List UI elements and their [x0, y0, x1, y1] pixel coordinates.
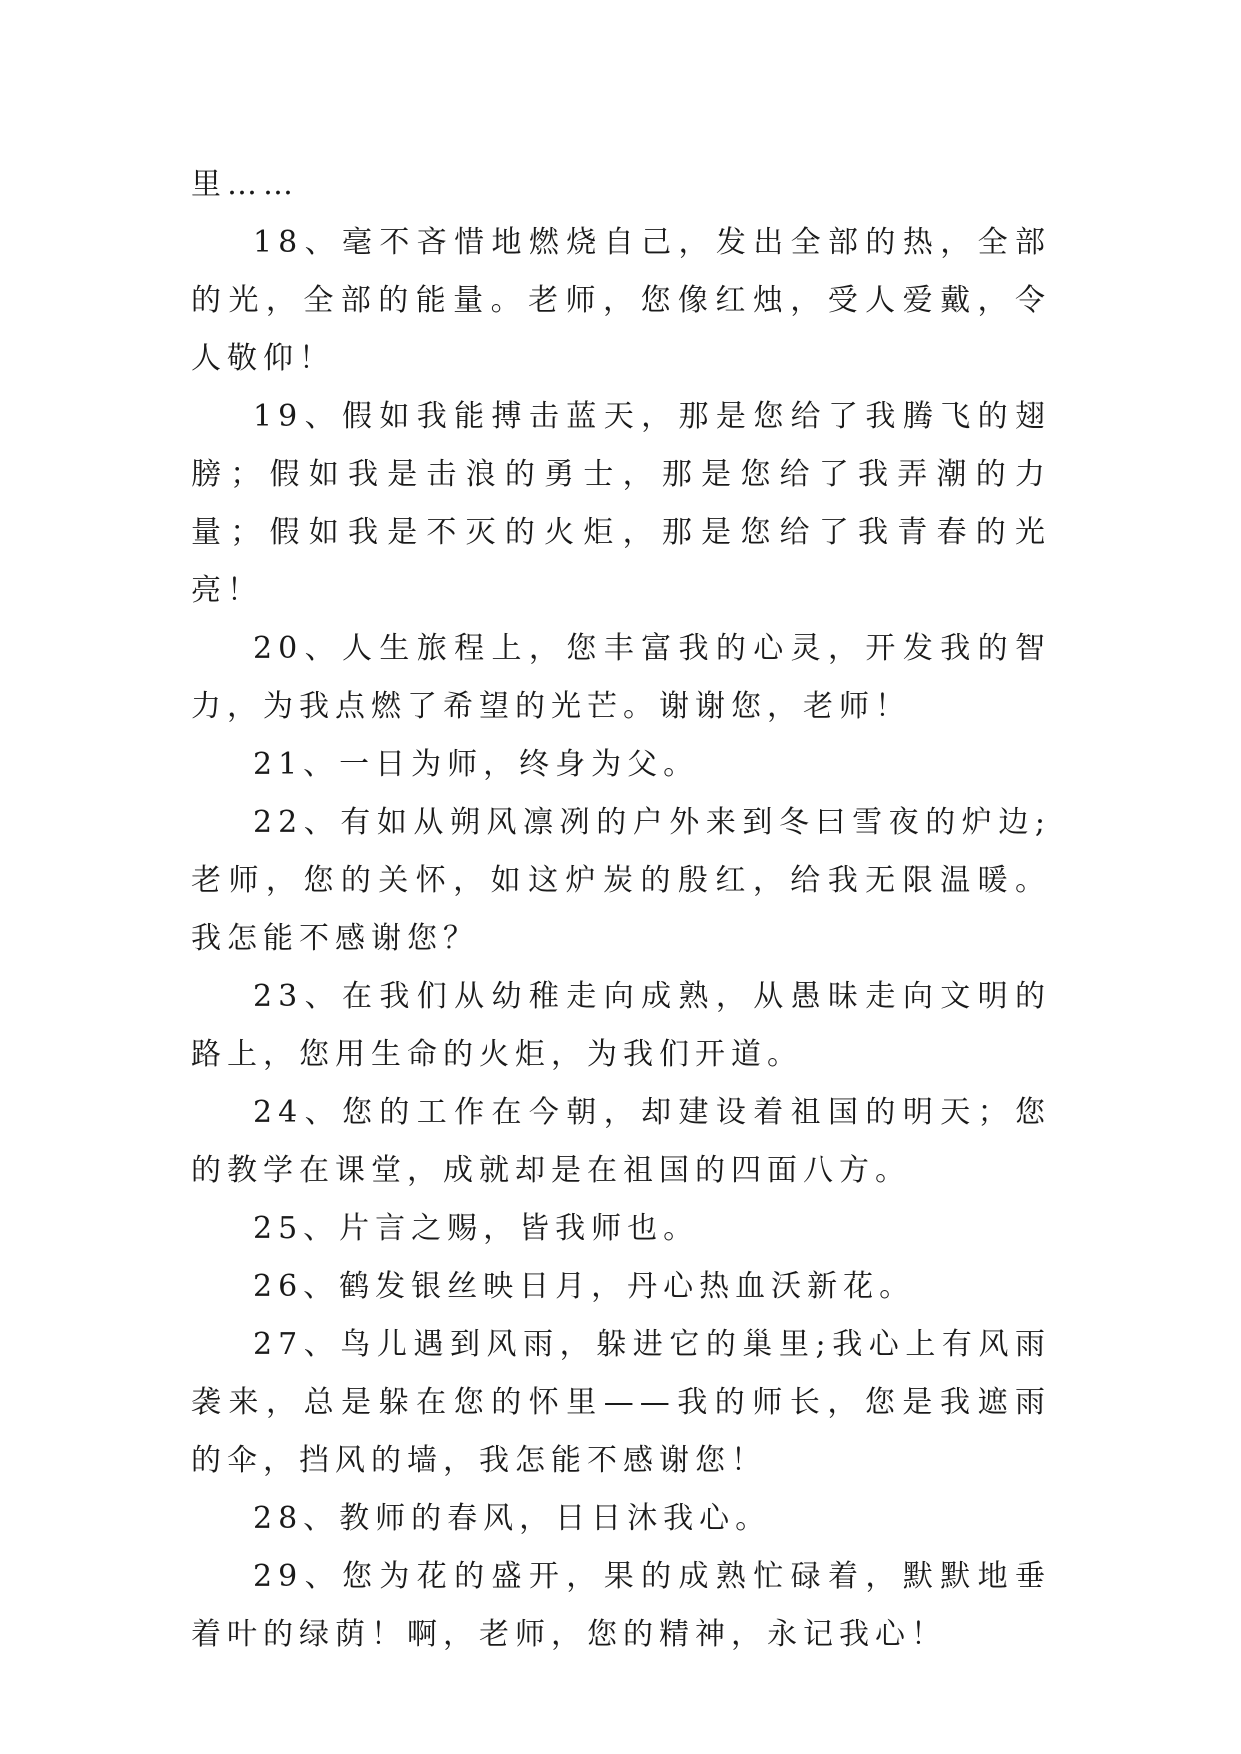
- paragraph-26: 26、鹤发银丝映日月，丹心热血沃新花。: [253, 1269, 916, 1304]
- paragraph-20: 20、人生旅程上，您丰富我的心灵，开发我的智力，为我点燃了希望的光芒。谢谢您，老师！: [191, 631, 1051, 724]
- paragraph-23: 23、在我们从幼稚走向成熟，从愚昧走向文明的路上，您用生命的火炬，为我们开道。: [191, 979, 1051, 1072]
- paragraph-19: 19、假如我能搏击蓝天，那是您给了我腾飞的翅膀；假如我是击浪的勇士，那是您给了我弄潮的力量；假如我是不灭的火炬，那是您给了我青春的光亮！: [191, 399, 1051, 608]
- paragraph-27: 27、鸟儿遇到风雨，躲进它的巢里;我心上有风雨袭来，总是躲在您的怀里——我的师长，您是我遮雨的伞，挡风的墙，我怎能不感谢您！: [191, 1327, 1051, 1478]
- paragraph-29: 29、您为花的盛开，果的成熟忙碌着，默默地垂着叶的绿荫！啊，老师，您的精神，永记我心！: [191, 1559, 1051, 1652]
- paragraph-28: 28、教师的春风，日日沐我心。: [253, 1501, 772, 1536]
- paragraph-21: 21、一日为师，终身为父。: [253, 747, 700, 782]
- paragraph-continuation: 里……: [191, 167, 299, 202]
- document-body: [191, 156, 1051, 1664]
- paragraph-22: 22、有如从朔风凛冽的户外来到冬曰雪夜的炉边;老师，您的关怀，如这炉炭的殷红，给我无限温暖。我怎能不感谢您？: [191, 805, 1051, 956]
- paragraph-18: 18、毫不吝惜地燃烧自己，发出全部的热，全部的光，全部的能量。老师，您像红烛，受人爱戴，令人敬仰！: [191, 225, 1051, 376]
- paragraph-25: 25、片言之赐，皆我师也。: [253, 1211, 700, 1246]
- paragraph-24: 24、您的工作在今朝，却建设着祖国的明天；您的教学在课堂，成就却是在祖国的四面八方。: [191, 1095, 1051, 1188]
